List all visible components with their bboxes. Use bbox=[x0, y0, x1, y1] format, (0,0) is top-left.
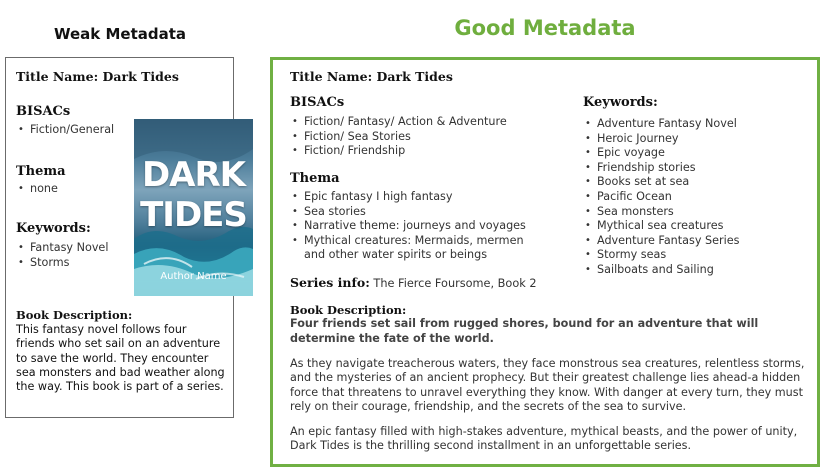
good-bisacs-list bbox=[290, 115, 507, 159]
weak-keywords-heading: Keywords: bbox=[16, 221, 91, 236]
good-description-body: As they navigate treacherous waters, they face monstrous sea creatures, relentless storms, and the mysteries of an ancient prophecy. But their greatest challenge lies ahead-a hidden force that threatens to unravel everything they know. With danger at every turn, they must rely on their courage, friendship, and the secrets of the sea to survive. bbox=[290, 357, 805, 413]
weak-thema-list bbox=[16, 182, 58, 197]
list-item: • Fiction/ Friendship bbox=[290, 144, 507, 159]
list-item: • none bbox=[16, 182, 58, 197]
list-item: • Storms bbox=[16, 256, 108, 271]
weak-thema-heading: Thema bbox=[16, 164, 66, 179]
list-item: • Mythical creatures: Mermaids, mermen and other water spirits or beings bbox=[290, 234, 540, 263]
list-item: • Adventure Fantasy Novel bbox=[583, 117, 739, 132]
weak-bisacs-list bbox=[16, 123, 114, 138]
good-keywords-heading: Keywords: bbox=[583, 95, 658, 110]
good-thema-heading: Thema bbox=[290, 171, 340, 186]
good-bisacs-heading: BISACs bbox=[290, 95, 345, 110]
good-description-heading: Book Description: bbox=[290, 303, 407, 317]
list-item: • Heroic Journey bbox=[583, 132, 739, 147]
weak-description-heading: Book Description: bbox=[16, 308, 133, 322]
good-description-lead: Four friends set sail from rugged shores, bound for an adventure that will determine the fate of the world. bbox=[290, 317, 759, 345]
list-item: • Fiction/ Fantasy/ Action & Adventure bbox=[290, 115, 507, 130]
list-item: • Books set at sea bbox=[583, 175, 739, 190]
series-info-label: Series info: bbox=[290, 275, 370, 290]
cover-title-line2: TIDES bbox=[140, 195, 247, 235]
good-title-line: Title Name: Dark Tides bbox=[290, 69, 453, 84]
list-item: • Fiction/General bbox=[16, 123, 114, 138]
weak-bisacs-heading: BISACs bbox=[16, 104, 71, 119]
list-item: • Stormy seas bbox=[583, 248, 739, 263]
series-info bbox=[290, 275, 537, 290]
good-description-closing: An epic fantasy filled with high-stakes adventure, mythical beasts, and the power of unity, Dark Tides is the thrilling second installment in an unforgettable series. bbox=[290, 425, 798, 453]
good-keywords-list bbox=[583, 117, 739, 278]
list-item: • Narrative theme: journeys and voyages bbox=[290, 219, 540, 234]
list-item: • Adventure Fantasy Series bbox=[583, 234, 739, 249]
list-item: • Fantasy Novel bbox=[16, 241, 108, 256]
cover-title-line1: DARK bbox=[141, 155, 246, 195]
list-item: • Sea monsters bbox=[583, 205, 739, 220]
list-item: • Fiction/ Sea Stories bbox=[290, 130, 507, 145]
good-metadata-heading: Good Metadata bbox=[454, 16, 636, 40]
good-thema-list bbox=[290, 190, 540, 263]
weak-metadata-heading: Weak Metadata bbox=[53, 25, 187, 43]
weak-keywords-list bbox=[16, 241, 108, 270]
weak-title-line: Title Name: Dark Tides bbox=[16, 69, 179, 84]
list-item: • Epic fantasy I high fantasy bbox=[290, 190, 540, 205]
weak-description-text: This fantasy novel follows four friends who set sail on an adventure to save the world. They encounter sea monsters and bad weather along the way. This book is part of a series. bbox=[16, 323, 225, 394]
cover-author: Author Name bbox=[160, 271, 227, 282]
list-item: • Mythical sea creatures bbox=[583, 219, 739, 234]
series-info-value: The Fierce Foursome, Book 2 bbox=[373, 277, 537, 290]
list-item: • Pacific Ocean bbox=[583, 190, 739, 205]
book-cover-image bbox=[134, 119, 253, 296]
list-item: • Sea stories bbox=[290, 205, 540, 220]
list-item: • Sailboats and Sailing bbox=[583, 263, 739, 278]
list-item: • Friendship stories bbox=[583, 161, 739, 176]
list-item: • Epic voyage bbox=[583, 146, 739, 161]
